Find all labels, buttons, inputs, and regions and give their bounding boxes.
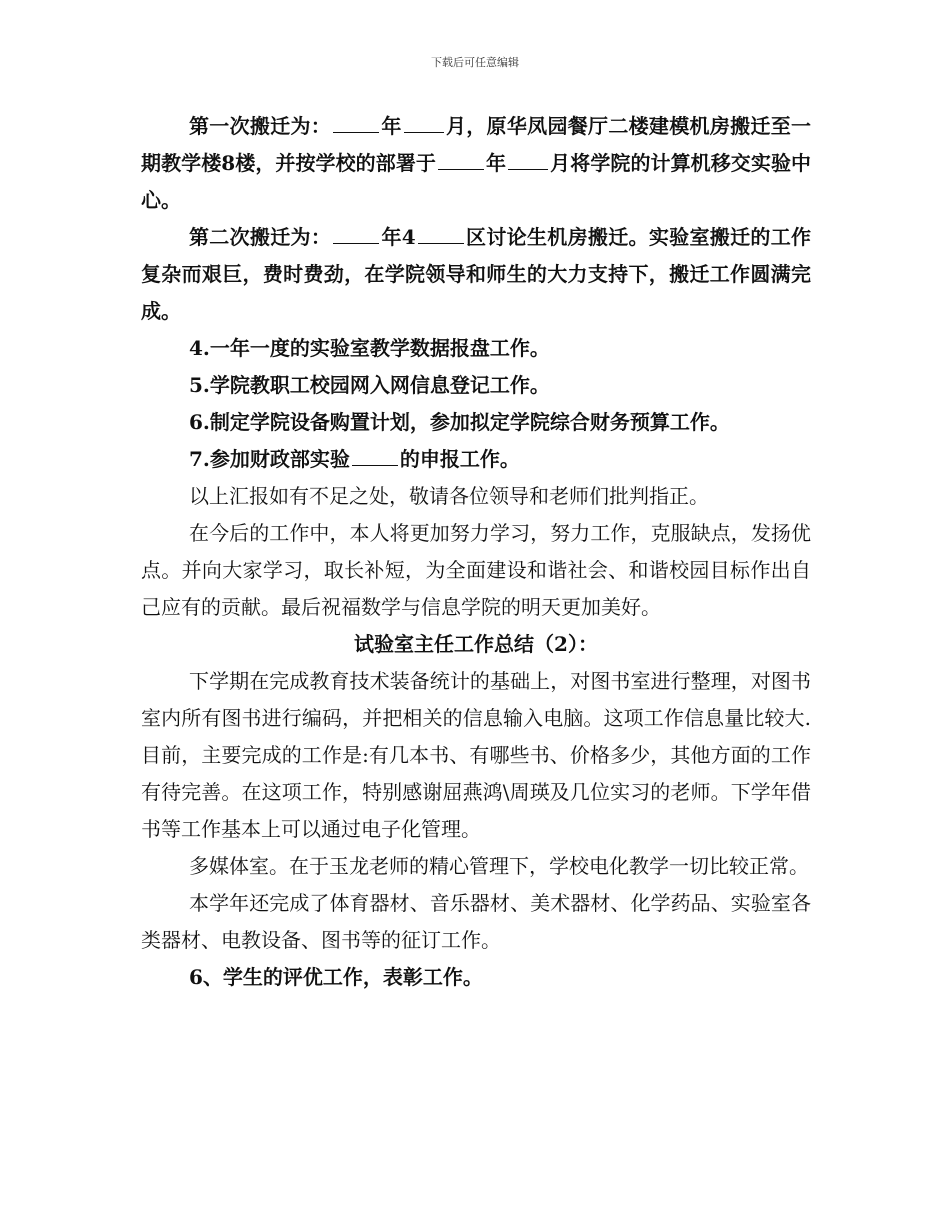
paragraph-future-work: 在今后的工作中，本人将更加努力学习，努力工作，克服缺点，发扬优点。并向大家学习，取长补短，为全面建设和谐社会、和谐校园目标作出自己应有的贡献。最后祝福数学与信息学院的明天更加美好。 (141, 521, 811, 619)
header-note: 下载后可任意编辑 (431, 56, 519, 69)
paragraph-library: 下学期在完成教育技术装备统计的基础上，对图书室进行整理，对图书室内所有图书进行编码，并把相关的信息输入电脑。这项工作信息量比较大.目前，主要完成的工作是:有几本书、有哪些书、价格多少，其他方面的工作有待完善。在这项工作，特别感谢屈燕鸿\周瑛及几位实习的老师。下学年借书等工作基本上可以通过电子化管理。 (141, 669, 811, 841)
text: 年4 (381, 225, 416, 249)
paragraph-second-relocation (141, 219, 811, 330)
blank-line (418, 225, 464, 244)
paragraph-procurement: 本学年还完成了体育器材、音乐器材、美术器材、化学药品、实验室各类器材、电教设备、图书等的征订工作。 (141, 891, 811, 952)
paragraph-student-awards: 6、学生的评优工作，表彰工作。 (189, 965, 483, 989)
text: 月将学院的计算机移交实验中心。 (141, 151, 812, 212)
text: 第二次搬迁为： (189, 225, 332, 249)
text: 年 (485, 151, 507, 175)
paragraph-first-relocation (141, 108, 811, 219)
section-title: 试验室主任工作总结（2）： (354, 632, 598, 656)
text: 年 (381, 114, 402, 138)
blank-line (404, 114, 444, 133)
list-item-7 (141, 441, 811, 478)
blank-line (352, 447, 398, 466)
text: 区讨论生机房搬迁。实验室搬迁的工作复杂而艰巨，费时费劲，在学院领导和师生的大力支持下，搬迁工作圆满完成。 (141, 225, 812, 323)
list-item-6: 6.制定学院设备购置计划，参加拟定学院综合财务预算工作。 (189, 410, 730, 434)
paragraph-multimedia: 多媒体室。在于玉龙老师的精心管理下，学校电化教学一切比较正常。 (189, 854, 809, 878)
text: 7.参加财政部实验 (189, 447, 350, 471)
list-item-5: 5.学院教职工校园网入网信息登记工作。 (189, 373, 550, 397)
text: 的申报工作。 (399, 447, 520, 471)
blank-line (333, 114, 379, 133)
paragraph-closing-request: 以上汇报如有不足之处，敬请各位领导和老师们批判指正。 (189, 484, 709, 508)
blank-line (508, 151, 548, 170)
list-item-4: 4.一年一度的实验室教学数据报盘工作。 (189, 336, 550, 360)
document-body (141, 108, 811, 996)
blank-line (438, 151, 484, 170)
text: 月，原华凤园餐厅二楼建模机房搬迁至一期教学楼8楼，并按学校的部署于 (141, 114, 812, 175)
blank-line (333, 225, 379, 244)
text: 第一次搬迁为： (189, 114, 332, 138)
